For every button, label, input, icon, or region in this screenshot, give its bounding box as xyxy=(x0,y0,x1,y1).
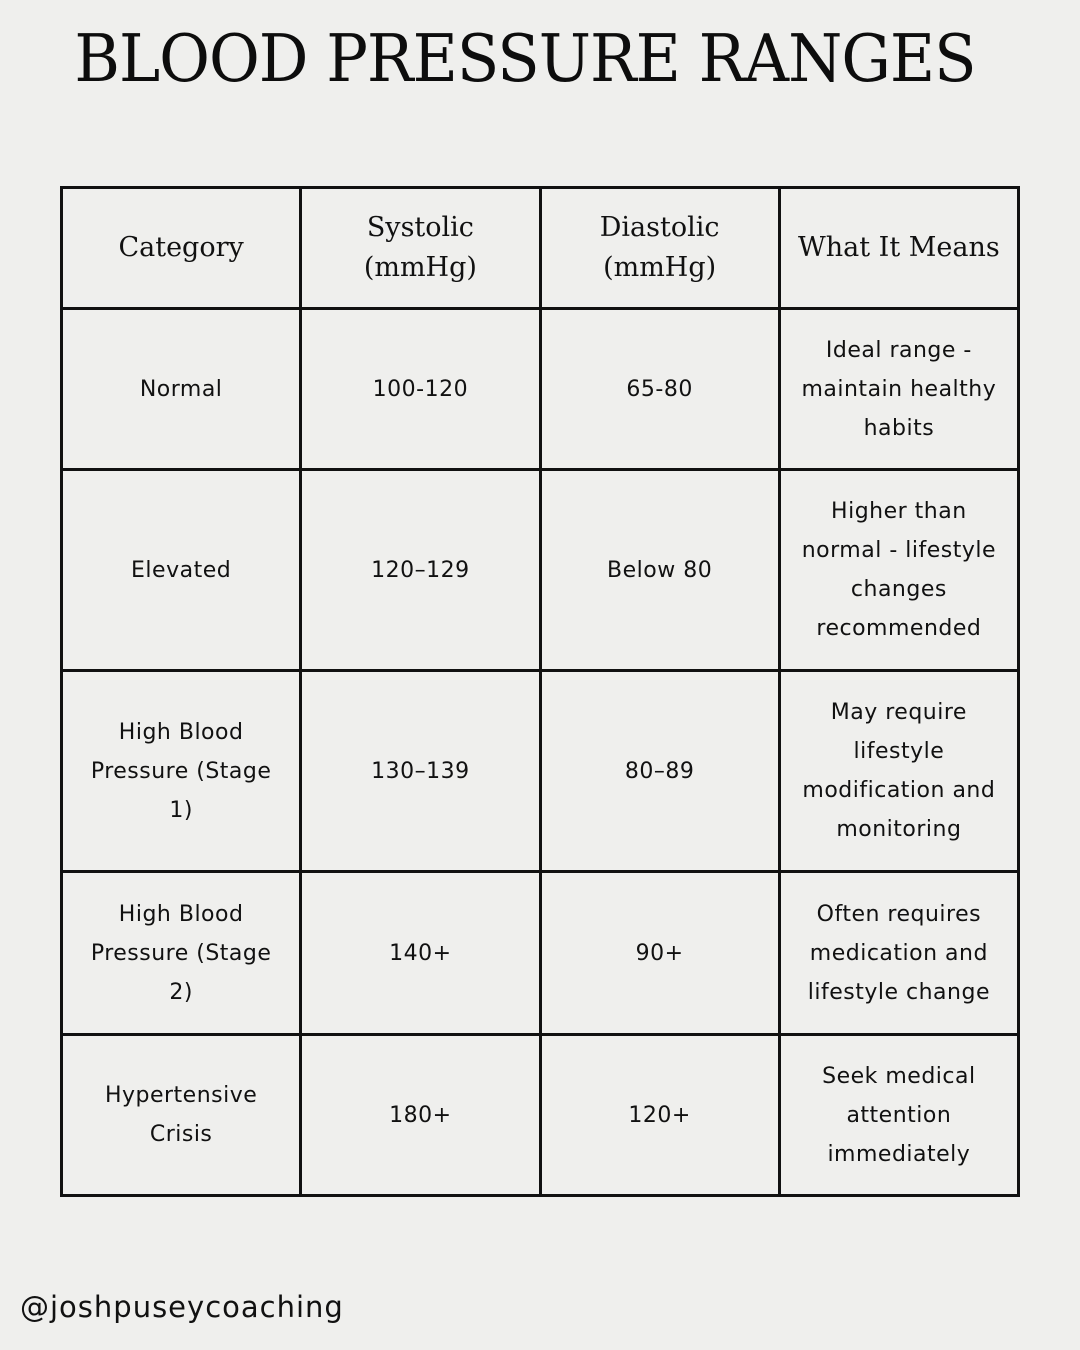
table-row xyxy=(62,872,1019,1035)
cell-category: Normal xyxy=(62,309,301,470)
cell-meaning: May require lifestyle modification and monitoring xyxy=(779,671,1018,872)
page-title: BLOOD PRESSURE RANGES xyxy=(74,20,976,97)
table-row xyxy=(62,1035,1019,1196)
cell-meaning: Ideal range - maintain healthy habits xyxy=(779,309,1018,470)
header-meaning xyxy=(779,188,1018,309)
cell-systolic: 100-120 xyxy=(301,309,540,470)
cell-diastolic: 90+ xyxy=(540,872,779,1035)
header-systolic xyxy=(301,188,540,309)
table-row xyxy=(62,470,1019,671)
cell-meaning: Higher than normal - lifestyle changes recommended xyxy=(779,470,1018,671)
cell-category: High Blood Pressure (Stage 1) xyxy=(62,671,301,872)
table-row xyxy=(62,309,1019,470)
cell-category: Hypertensive Crisis xyxy=(62,1035,301,1196)
cell-systolic: 120–129 xyxy=(301,470,540,671)
table-header-row xyxy=(62,188,1019,309)
cell-systolic: 180+ xyxy=(301,1035,540,1196)
blood-pressure-table xyxy=(60,186,1020,1197)
header-category-label: Category xyxy=(118,232,244,263)
table-row xyxy=(62,671,1019,872)
header-systolic-label: Systolic xyxy=(366,212,474,243)
header-meaning-label: What It Means xyxy=(798,232,1000,263)
cell-systolic: 140+ xyxy=(301,872,540,1035)
header-diastolic-unit: (mmHg) xyxy=(603,252,717,283)
cell-diastolic: 80–89 xyxy=(540,671,779,872)
cell-diastolic: Below 80 xyxy=(540,470,779,671)
cell-meaning: Often requires medication and lifestyle change xyxy=(779,872,1018,1035)
header-diastolic xyxy=(540,188,779,309)
cell-diastolic: 120+ xyxy=(540,1035,779,1196)
cell-diastolic: 65-80 xyxy=(540,309,779,470)
cell-category: Elevated xyxy=(62,470,301,671)
header-systolic-unit: (mmHg) xyxy=(363,252,477,283)
header-diastolic-label: Diastolic xyxy=(599,212,720,243)
cell-meaning: Seek medical attention immediately xyxy=(779,1035,1018,1196)
cell-systolic: 130–139 xyxy=(301,671,540,872)
header-category xyxy=(62,188,301,309)
cell-category: High Blood Pressure (Stage 2) xyxy=(62,872,301,1035)
social-handle: @joshpuseycoaching xyxy=(20,1290,344,1324)
